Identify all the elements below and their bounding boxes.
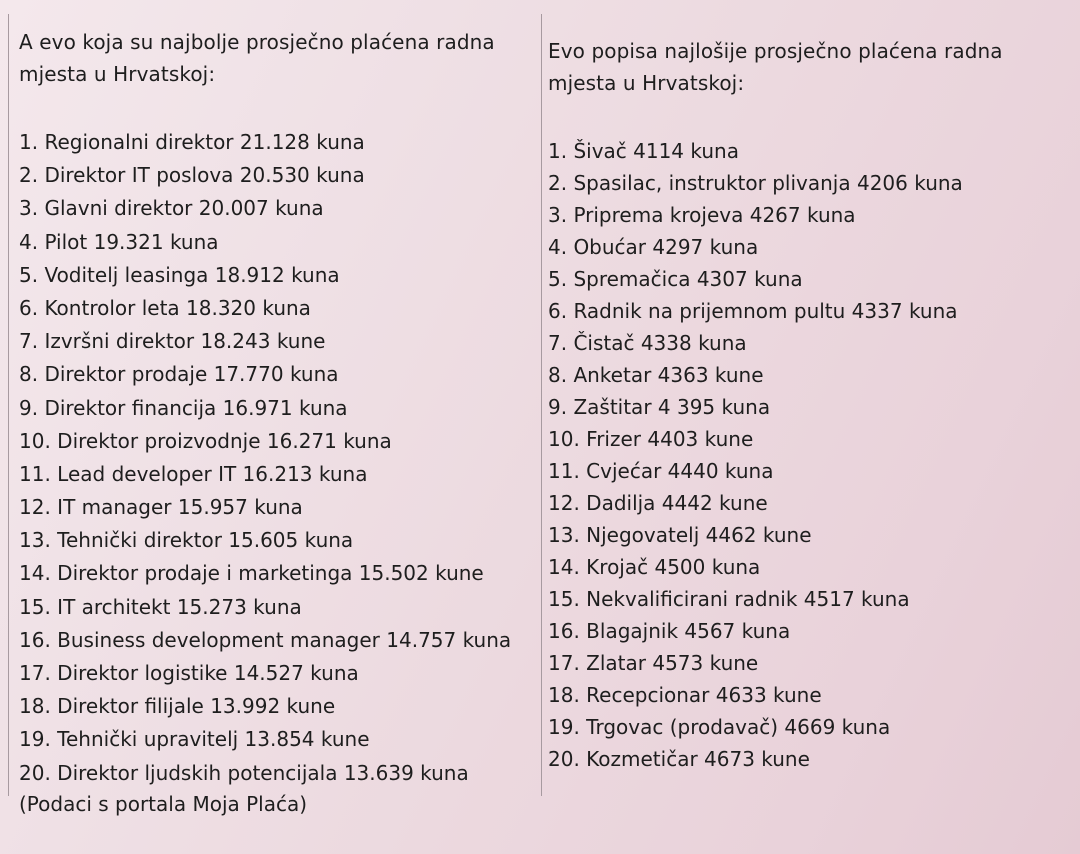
list-item: 6. Radnik na prijemnom pultu 4337 kuna: [548, 299, 958, 323]
list-item: 10. Direktor proizvodnje 16.271 kuna: [19, 428, 392, 453]
list-item: 7. Izvršni direktor 18.243 kune: [19, 329, 326, 354]
list-item: 14. Krojač 4500 kuna: [548, 555, 761, 579]
list-item: 18. Recepcionar 4633 kune: [548, 683, 822, 707]
list-item: 12. IT manager 15.957 kuna: [19, 495, 303, 520]
list-item: 9. Direktor financija 16.971 kuna: [19, 395, 348, 420]
list-item: 9. Zaštitar 4 395 kuna: [548, 395, 771, 419]
list-item: 16. Business development manager 14.757 kuna: [19, 627, 512, 652]
best-paid-list: [19, 126, 511, 790]
list-item: 16. Blagajnik 4567 kuna: [548, 619, 791, 643]
list-item: 3. Glavni direktor 20.007 kuna: [19, 196, 324, 221]
list-item: 4. Pilot 19.321 kuna: [19, 229, 219, 254]
list-item: 6. Kontrolor leta 18.320 kuna: [19, 295, 311, 320]
source-note: (Podaci s portala Moja Plaća): [19, 792, 308, 816]
list-item: 14. Direktor prodaje i marketinga 15.502 kune: [19, 561, 484, 586]
list-item: 15. IT architekt 15.273 kuna: [19, 594, 302, 619]
list-item: 2. Spasilac, instruktor plivanja 4206 kuna: [548, 171, 963, 195]
list-item: 19. Tehnički upravitelj 13.854 kune: [19, 727, 370, 752]
list-item: 19. Trgovac (prodavač) 4669 kuna: [548, 715, 891, 739]
list-item: 10. Frizer 4403 kune: [548, 427, 754, 451]
list-item: 13. Tehnički direktor 15.605 kuna: [19, 528, 354, 553]
list-item: 4. Obućar 4297 kuna: [548, 235, 759, 259]
list-item: 1. Šivač 4114 kuna: [548, 139, 739, 163]
list-item: 11. Cvjećar 4440 kuna: [548, 459, 774, 483]
list-item: 13. Njegovatelj 4462 kune: [548, 523, 812, 547]
list-item: 8. Anketar 4363 kune: [548, 363, 764, 387]
best-paid-intro: A evo koja su najbolje prosječno plaćena radna mjesta u Hrvatskoj:: [19, 30, 495, 86]
list-item: 20. Direktor ljudskih potencijala 13.639 kuna: [19, 760, 469, 785]
list-item: 5. Voditelj leasinga 18.912 kuna: [19, 262, 340, 287]
list-item: 11. Lead developer IT 16.213 kuna: [19, 461, 368, 486]
list-item: 12. Dadilja 4442 kune: [548, 491, 768, 515]
list-item: 3. Priprema krojeva 4267 kuna: [548, 203, 856, 227]
list-item: 20. Kozmetičar 4673 kune: [548, 747, 810, 771]
list-item: 7. Čistač 4338 kuna: [548, 331, 747, 355]
list-item: 15. Nekvalificirani radnik 4517 kuna: [548, 587, 910, 611]
list-item: 2. Direktor IT poslova 20.530 kuna: [19, 163, 365, 188]
column-divider: [541, 14, 542, 796]
list-item: 8. Direktor prodaje 17.770 kuna: [19, 362, 339, 387]
list-item: 1. Regionalni direktor 21.128 kuna: [19, 130, 365, 154]
list-item: 5. Spremačica 4307 kuna: [548, 267, 803, 291]
left-border-line: [8, 14, 9, 796]
list-item: 17. Direktor logistike 14.527 kuna: [19, 661, 359, 685]
worst-paid-list: [548, 135, 963, 775]
list-item: 18. Direktor filijale 13.992 kune: [19, 694, 336, 719]
list-item: 17. Zlatar 4573 kune: [548, 651, 759, 675]
worst-paid-intro: Evo popisa najlošije prosječno plaćena radna mjesta u Hrvatskoj:: [548, 39, 1003, 95]
